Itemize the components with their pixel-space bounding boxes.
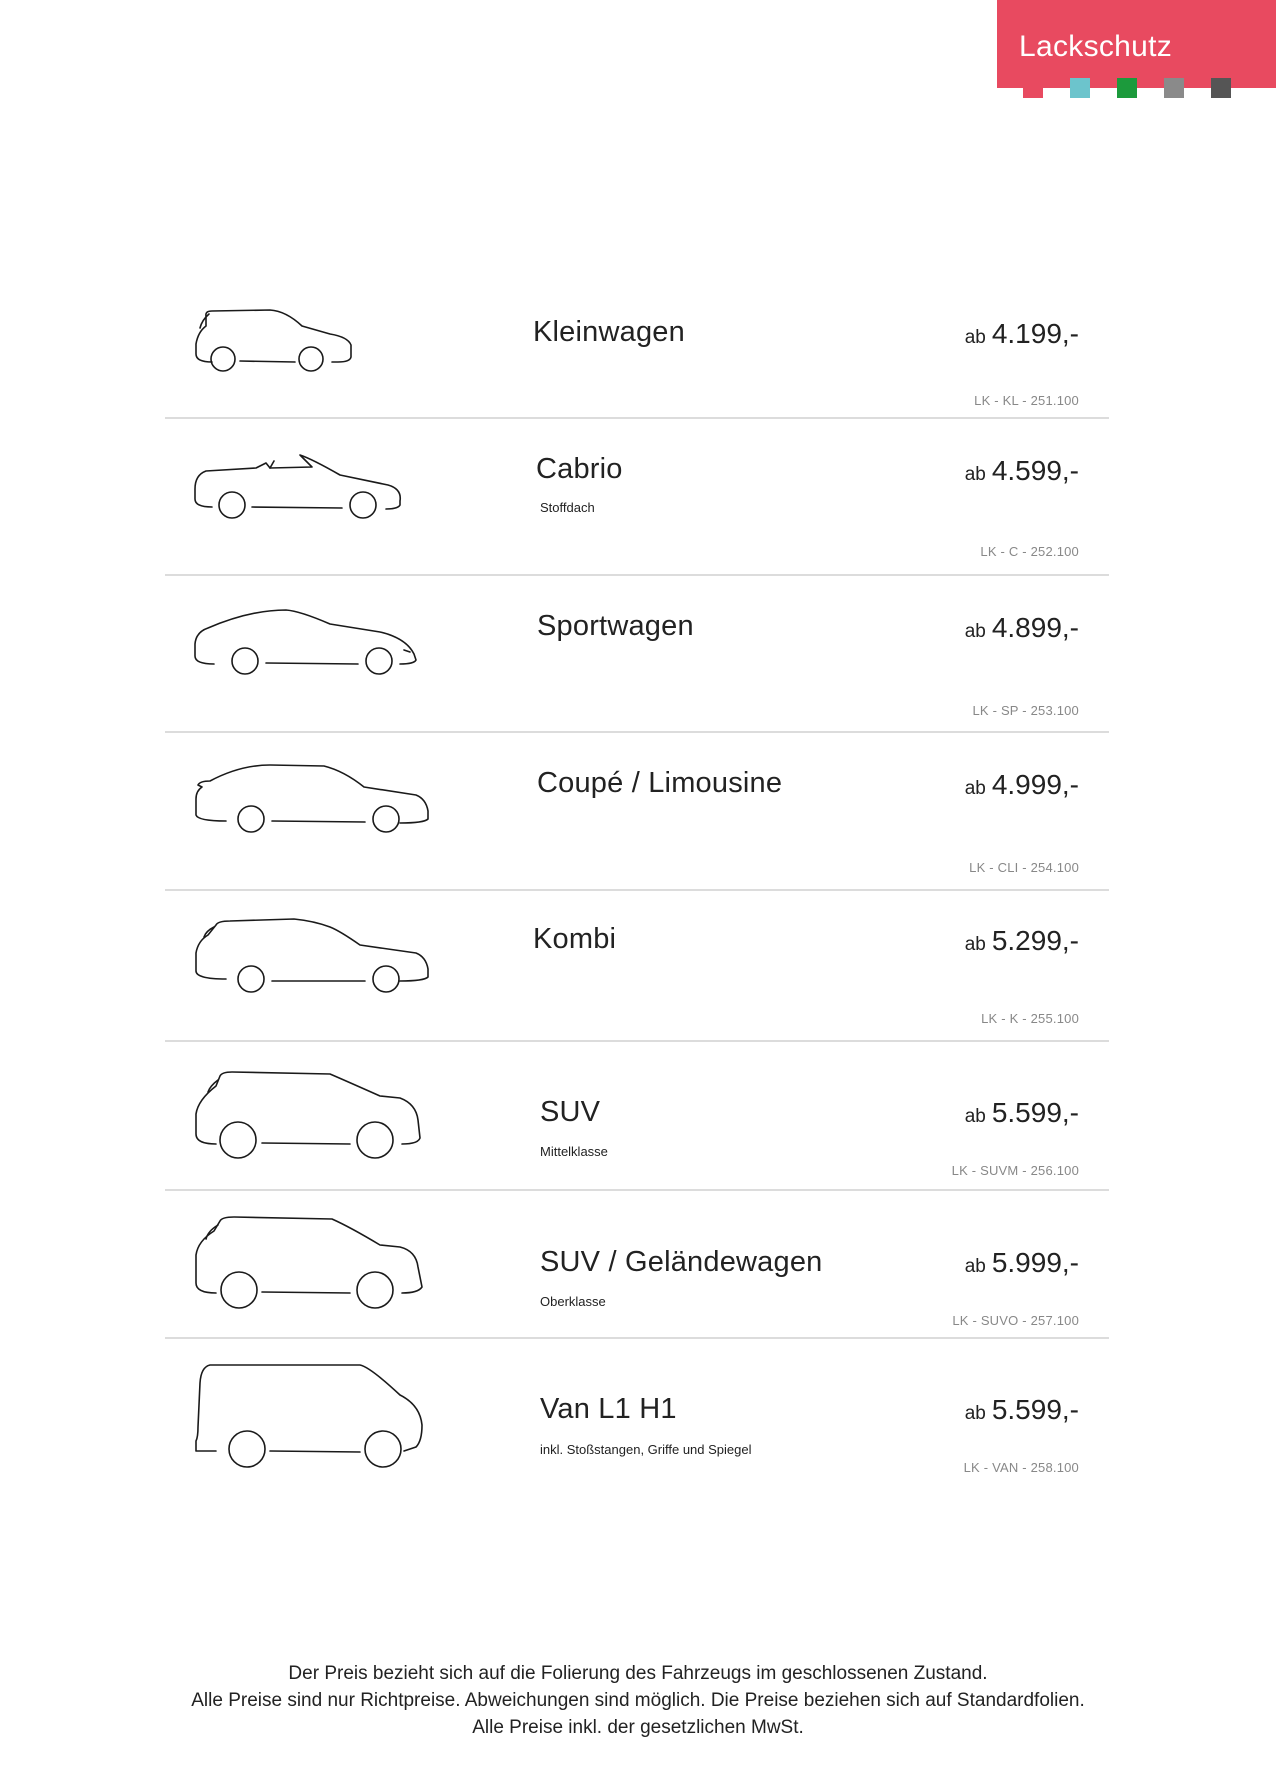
item-code: LK - SUVM - 256.100 [951,1163,1079,1178]
price-amount: 5.599,- [991,1097,1079,1128]
item-price [965,925,1079,957]
item-name: Kleinwagen [533,316,685,348]
item-code: LK - VAN - 258.100 [963,1460,1079,1475]
price-amount: 4.599,- [991,455,1079,486]
item-name: SUV / Geländewagen [540,1246,823,1278]
item-code: LK - KL - 251.100 [974,393,1079,408]
footer-line-2: Alle Preise sind nur Richtpreise. Abweichungen sind möglich. Die Preise beziehen sich auf Standardfolien. [191,1690,1085,1711]
item-name: Van L1 H1 [540,1393,677,1425]
price-prefix: ab [964,1106,986,1127]
price-prefix: ab [964,1403,986,1424]
item-name: Kombi [533,923,617,955]
price-prefix: ab [964,1256,986,1277]
price-prefix: ab [964,327,986,348]
item-subtitle: inkl. Stoßstangen, Griffe und Spiegel [540,1442,752,1457]
price-amount: 4.199,- [991,318,1079,349]
price-prefix: ab [964,621,986,642]
price-amount: 4.999,- [991,769,1079,800]
item-price [965,612,1079,644]
convertible-car-icon [190,441,460,531]
swatch-red [1023,78,1043,98]
item-price [965,455,1079,487]
item-code: LK - K - 255.100 [981,1011,1079,1026]
footer-note [0,1660,1276,1741]
item-subtitle: Stoffdach [540,500,595,515]
price-amount: 5.999,- [991,1247,1079,1278]
sports-car-icon [190,598,460,688]
swatch-teal [1070,78,1090,98]
item-price [965,318,1079,350]
price-row-sportwagen [165,576,1109,733]
price-row-cabrio [165,419,1109,576]
price-amount: 5.599,- [991,1394,1079,1425]
item-price [965,1394,1079,1426]
item-subtitle: Oberklasse [540,1294,606,1309]
footer-line-3: Alle Preise inkl. der gesetzlichen MwSt. [472,1717,804,1738]
small-car-icon [190,302,460,392]
swatch-gray [1164,78,1184,98]
item-code: LK - CLI - 254.100 [969,860,1079,875]
item-price [965,769,1079,801]
item-price [965,1097,1079,1129]
item-name: Cabrio [536,453,623,485]
price-row-van [165,1339,1109,1489]
swatch-green [1117,78,1137,98]
item-name: SUV [540,1096,601,1128]
price-list [165,280,1109,1489]
swatch-dark-gray [1211,78,1231,98]
price-row-suv-gelaendewagen [165,1191,1109,1339]
category-title: Lackschutz [1019,30,1173,63]
price-row-suv [165,1042,1109,1191]
sedan-car-icon [190,755,460,845]
price-prefix: ab [964,778,986,799]
price-row-coupe-limousine [165,733,1109,891]
item-code: LK - SP - 253.100 [972,703,1079,718]
item-name: Coupé / Limousine [537,767,783,799]
van-icon [190,1361,460,1451]
item-name: Sportwagen [537,610,694,642]
footer-line-1: Der Preis bezieht sich auf die Folierung des Fahrzeugs im geschlossenen Zustand. [288,1663,988,1684]
price-row-kombi [165,891,1109,1042]
price-amount: 4.899,- [991,612,1079,643]
item-code: LK - SUVO - 257.100 [952,1313,1079,1328]
price-prefix: ab [964,464,986,485]
price-row-kleinwagen [165,280,1109,419]
price-prefix: ab [964,934,986,955]
item-subtitle: Mittelklasse [540,1144,608,1159]
price-amount: 5.299,- [991,925,1079,956]
estate-car-icon [190,913,460,1003]
item-price [965,1247,1079,1279]
color-swatches [1023,78,1231,98]
suv-car-icon [190,1064,460,1154]
category-tab [997,0,1276,88]
item-code: LK - C - 252.100 [980,544,1079,559]
offroad-suv-icon [190,1213,460,1303]
